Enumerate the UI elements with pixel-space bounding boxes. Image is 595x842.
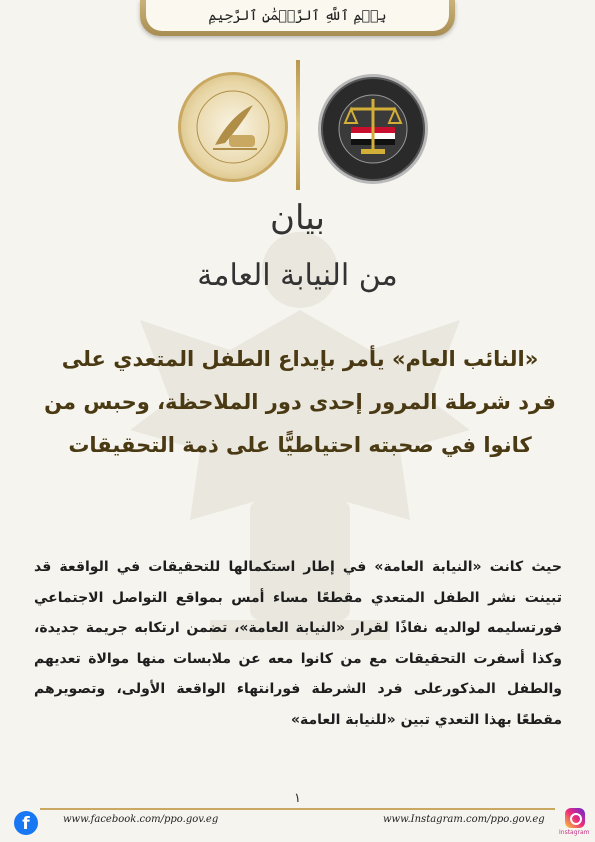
facebook-icon[interactable]: f	[14, 811, 38, 835]
header-ribbon	[140, 0, 455, 36]
page-subtitle: من النيابة العامة	[197, 258, 398, 293]
basmala-text: بِسۡمِ ٱللَّهِ ٱلرَّحۡمَٰنِ ٱلرَّحِيمِ	[208, 7, 387, 24]
quill-speech-icon	[181, 75, 285, 179]
facebook-link[interactable]: www.facebook.com/ppo.gov.eg	[63, 814, 219, 825]
instagram-icon[interactable]	[565, 808, 585, 828]
page-number: ١	[294, 791, 301, 806]
media-office-logo	[178, 72, 288, 182]
footer-divider	[40, 808, 555, 810]
instagram-link[interactable]: www.Instagram.com/ppo.gov.eg	[383, 814, 545, 825]
public-prosecution-logo	[318, 74, 428, 184]
statement-headline: «النائب العام» يأمر بإيداع الطفل المتعدي على فرد شرطة المرور إحدى دور الملاحظة، وحبس من كانوا في صحبته احتياطيًّا على ذمة التحقيقات	[44, 347, 556, 457]
logo-divider	[296, 60, 300, 190]
scales-of-justice-icon	[321, 77, 425, 181]
instagram-label: Instagram	[559, 829, 590, 836]
page-title: بيان	[269, 198, 326, 238]
statement-body: حيث كانت «النيابة العامة» في إطار استكمالها للتحقيقات في الواقعة قد تبينت نشر الطفل المتعدي مقطعًا مساء أمس بمواقع التواصل الاجتماعي فورتسليمه لوالديه نفاذًا لقرار «النيابة العامة»، تضمن ارتكابه جريمة جديدة، وكذا أسفرت التحقيقات مع من كانوا معه عن ملابسات منها موالاة تعديهم والطفل المذكورعلى فرد الشرطة فورانتهاء الواقعة الأولى، وتصويرهم مقطعًا بهذا التعدي تبين «للنيابة العامة»	[34, 559, 562, 728]
